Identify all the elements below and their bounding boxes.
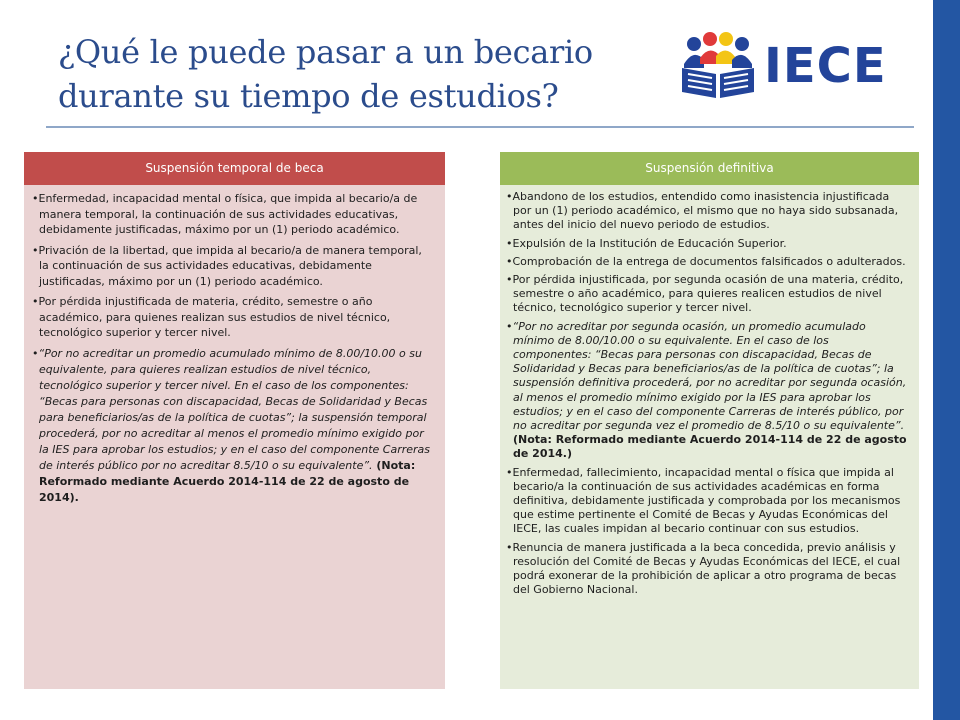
list-item: •Renuncia de manera justificada a la beca concedida, previo análisis y resolución del Comité de Becas y Ayudas Económicas del IECE, el cual podrá exonerar de la prohibición de aplicar a otro programa de becas del Gobierno Nacional. [506, 540, 901, 597]
list-item: •Abandono de los estudios, entendido como inasistencia injustificada por un (1) periodo académico, el mismo que no haya sido subsanada, antes del inicio del nuevo periodo de estudios. [506, 190, 899, 232]
list-item: •Comprobación de la entrega de documentos falsificados o adulterados. [506, 254, 906, 268]
item-text: Por pérdida injustificada de materia, crédito, semestre o año académico, para quienes realizan sus estudios de nivel técnico, tecnológico superior y tercer nivel. [38, 295, 391, 339]
list-item: •Por pérdida injustificada, por segunda ocasión de una materia, crédito, semestre o año académico, para quieres realicen estudios de nivel técnico, tecnológico superior y tercer nivel. [506, 273, 904, 315]
logo-people-book-icon [680, 30, 764, 102]
item-text: Privación de la libertad, que impida al becario/a de manera temporal, la continuación de sus actividades educativas, debidamente justificadas, máximo por un (1) periodo académico. [38, 243, 422, 288]
definitive-suspension-list [500, 185, 919, 597]
item-text: Expulsión de la Institución de Educación Superior. [512, 236, 787, 250]
list-item: •Enfermedad, incapacidad mental o física, que impida al becario/a de manera temporal, la continuación de sus actividades educativas, debidamente justificadas, máximo por un (1) periodo académico. [32, 192, 418, 236]
list-item: •Privación de la libertad, que impida al becario/a de manera temporal, la continuación de sus actividades educativas, debidamente justificadas, máximo por un (1) periodo académico. [32, 243, 422, 288]
temporary-suspension-panel [24, 152, 445, 689]
item-text: Por pérdida injustificada, por segunda ocasión de una materia, crédito, semestre o año académico, para quieres realicen estudios de nivel técnico, tecnológico superior y tercer nivel. [512, 273, 904, 315]
item-text: Comprobación de la entrega de documentos falsificados o adulterados. [512, 254, 906, 268]
title-divider [46, 126, 914, 128]
list-item: •Expulsión de la Institución de Educación Superior. [506, 236, 787, 250]
temporary-suspension-list [24, 185, 445, 506]
item-text: Enfermedad, incapacidad mental o física, que impida al becario/a de manera temporal, la continuación de sus actividades educativas, debidamente justificadas, máximo por un (1) periodo académico. [38, 192, 418, 236]
slide-title: ¿Qué le puede pasar a un becario durante su tiempo de estudios? [58, 33, 593, 115]
list-item: •Enfermedad, fallecimiento, incapacidad mental o física que impida al becario/a la continuación de sus actividades académicas en forma definitiva, debidamente justificada y comprobada por los mecanismos que estime pertinente el Comité de Becas y Ayudas Económicas del IECE, las cuales impidan al becario continuar con sus estudios. [506, 465, 901, 536]
item-italic-text: “Por no acreditar por segunda ocasión, un promedio acumulado mínimo de 8.00/10.00 o su equivalente. En el caso de los componentes: “Becas para personas con discapacidad, Becas de Solidaridad y Becas para beneficiarios/as de la política de cuotas”; la suspensión definitiva procederá, por no acreditar por segunda ocasión, al menos el promedio mínimo exigido por la IES para aprobar los estudios; y en el caso del componente Carreras de interés público, por no acreditar por segunda vez el promedio de 8.5/10 o su equivalente”. [512, 319, 907, 433]
logo-text: IECE [764, 38, 887, 94]
item-note: (Nota: Reformado mediante Acuerdo 2014-114 de 22 de agosto de 2014). [39, 458, 416, 504]
item-note: (Nota: Reformado mediante Acuerdo 2014-114 de 22 de agosto de 2014.) [513, 433, 907, 461]
list-item: •“Por no acreditar por segunda ocasión, un promedio acumulado mínimo de 8.00/10.00 o su equivalente. En el caso de los componentes: “Becas para personas con discapacidad, Becas de Solidaridad y Becas para beneficiarios/as de la política de cuotas”; la suspensión definitiva procederá, por no acreditar por segunda ocasión, al menos el promedio mínimo exigido por la IES para aprobar los estudios; y en el caso del componente Carreras de interés público, por no acreditar por segunda vez el promedio de 8.5/10 o su equivalente”. (Nota: Reformado mediante Acuerdo 2014-114 de 22 de agosto de 2014.) [506, 319, 907, 461]
list-item: •Por pérdida injustificada de materia, crédito, semestre o año académico, para quienes realizan sus estudios de nivel técnico, tecnológico superior y tercer nivel. [32, 295, 391, 339]
iece-logo [680, 30, 910, 102]
right-accent-bar [933, 0, 960, 720]
definitive-suspension-panel [500, 152, 919, 689]
item-text: Abandono de los estudios, entendido como inasistencia injustificada por un (1) periodo académico, el mismo que no haya sido subsanada, antes del inicio del nuevo periodo de estudios. [512, 190, 899, 232]
item-text: Renuncia de manera justificada a la beca concedida, previo análisis y resolución del Comité de Becas y Ayudas Económicas del IECE, el cual podrá exonerar de la prohibición de aplicar a otro programa de becas del Gobierno Nacional. [512, 540, 901, 597]
temporary-suspension-header: Suspensión temporal de beca [24, 152, 445, 185]
definitive-suspension-header: Suspensión definitiva [500, 152, 919, 185]
list-item: •“Por no acreditar un promedio acumulado mínimo de 8.00/10.00 o su equivalente, para quieres realizan estudios de nivel técnico, tecnológico superior y tercer nivel. En el caso de los componentes: “Becas para personas con discapacidad, Becas de Solidaridad y Becas para beneficiarios/as de la política de cuotas”; la suspensión temporal procederá, por no acreditar al menos el promedio mínimo exigido por la IES para aprobar los estudios; y en el caso del componente Carreras de interés público por no acreditar 8.5/10 o su equivalente”. (Nota: Reformado mediante Acuerdo 2014-114 de 22 de agosto de 2014). [32, 346, 430, 504]
item-text: Enfermedad, fallecimiento, incapacidad mental o física que impida al becario/a la continuación de sus actividades académicas en forma definitiva, debidamente justificada y comprobada por los mecanismos que estime pertinente el Comité de Becas y Ayudas Económicas del IECE, las cuales impidan al becario continuar con sus estudios. [512, 465, 901, 536]
item-italic-text: “Por no acreditar un promedio acumulado mínimo de 8.00/10.00 o su equivalente, para quieres realizan estudios de nivel técnico, tecnológico superior y tercer nivel. En el caso de los componentes: “Becas para personas con discapacidad, Becas de Solidaridad y Becas para beneficiarios/as de la política de cuotas”; la suspensión temporal procederá, por no acreditar al menos el promedio mínimo exigido por la IES para aprobar los estudios; y en el caso del componente Carreras de interés público por no acreditar 8.5/10 o su equivalente”. [38, 346, 430, 472]
